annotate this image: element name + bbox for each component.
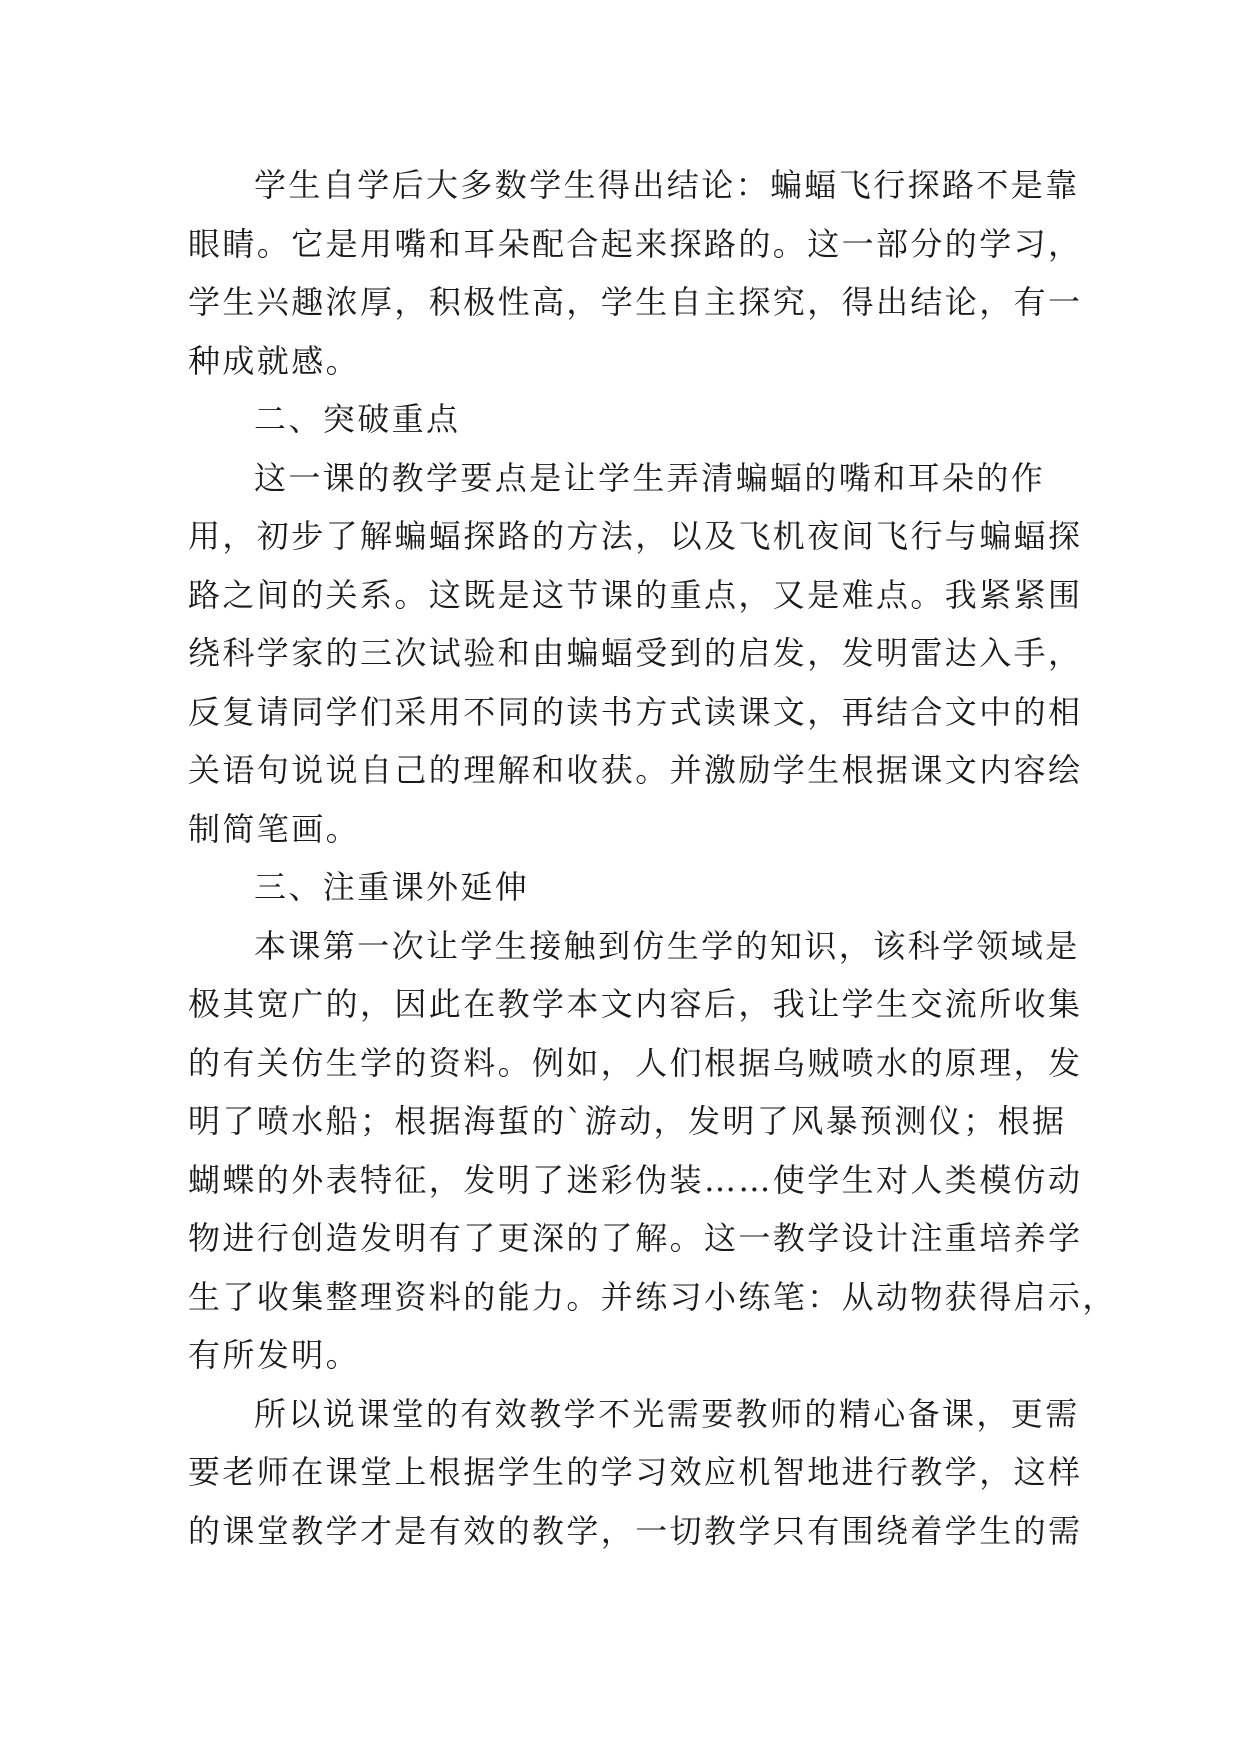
text-line: 蝴蝶的外表特征，发明了迷彩伪装……使学生对人类模仿动 [188,1160,1083,1199]
text-line: 种成就感。 [188,341,361,380]
text-line: 反复请同学们采用不同的读书方式读课文，再结合文中的相 [188,692,1083,731]
text-line: 绕科学家的三次试验和由蝙蝠受到的启发，发明雷达入手， [188,634,1083,672]
text-line: 用，初步了解蝙蝠探路的方法，以及飞机夜间飞行与蝙蝠探 [188,517,1083,555]
text-line: 极其宽广的，因此在教学本文内容后，我让学生交流所收集 [188,985,1083,1023]
text-line: 生了收集整理资料的能力。并练习小练笔：从动物获得启示， [188,1277,1117,1316]
text-line: 明了喷水船；根据海蜇的`游动，发明了风暴预测仪；根据 [188,1102,1067,1140]
text-line: 要老师在课堂上根据学生的学习效应机智地进行教学，这样 [188,1453,1083,1491]
text-line: 本课第一次让学生接触到仿生学的知识，该科学领域是 [254,926,1080,965]
text-line: 所以说课堂的有效教学不光需要教师的精心备课，更需 [254,1394,1080,1433]
text-line: 路之间的关系。这既是这节课的重点，又是难点。我紧紧围 [188,575,1083,614]
body-text [188,156,1117,1560]
text-line: 眼睛。它是用嘴和耳朵配合起来探路的。这一部分的学习， [188,224,1083,263]
text-line: 有所发明。 [188,1336,361,1374]
text-line: 这一课的教学要点是让学生弄清蝙蝠的嘴和耳朵的作 [254,458,1046,497]
text-line: 制简笔画。 [188,809,361,848]
section-heading: 二、突破重点 [254,400,461,438]
section-heading: 三、注重课外延伸 [254,868,530,906]
text-line: 的有关仿生学的资料。例如，人们根据乌贼喷水的原理，发 [188,1043,1083,1082]
text-line: 的课堂教学才是有效的教学，一切教学只有围绕着学生的需 [188,1511,1083,1550]
text-line: 关语句说说自己的理解和收获。并激励学生根据课文内容绘 [188,751,1083,789]
text-line: 物进行创造发明有了更深的了解。这一教学设计注重培养学 [188,1219,1083,1257]
text-line: 学生自学后大多数学生得出结论：蝙蝠飞行探路不是靠 [254,166,1080,204]
text-line: 学生兴趣浓厚，积极性高，学生自主探究，得出结论，有一 [188,283,1083,321]
